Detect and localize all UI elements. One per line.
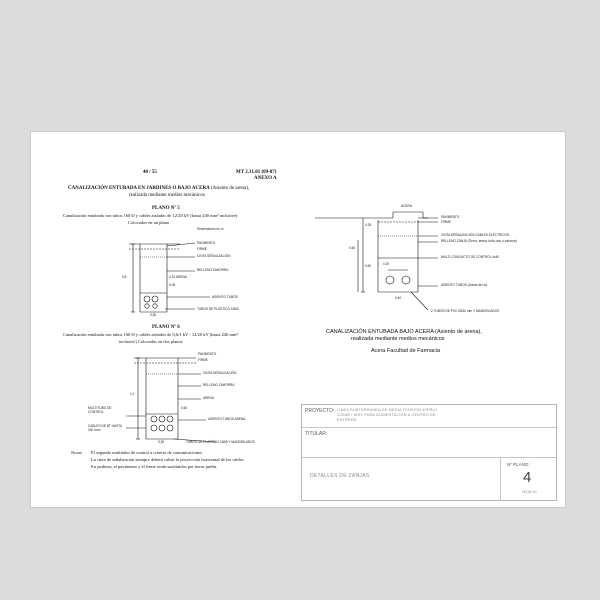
title-block-divider [302,457,556,458]
proyecto-label: PROYECTO: [305,408,335,414]
right-caption-title: CANALIZACIÓN ENTUBADA BAJO ACERA (Asiento de arena), [326,329,482,335]
title-block-divider [500,457,501,500]
plano5-label-tubos: TUBOS DE PLÁSTICO 160Ø [197,307,239,311]
plano6-label-arena: ARENA [203,396,214,400]
right-label-multiconducto: MULTI-CONDUCTO DE CONTROL 4x40 [441,255,500,259]
section-title-suffix: (Asiento de arena), [210,186,250,191]
plano5-drawing [105,227,255,317]
hoja-label: HOJA 1/1 [522,490,537,494]
plano5-dim-depth: 0,8 [122,275,127,279]
right-dim-2: 0.60 [349,246,356,250]
right-trench-section [313,204,563,320]
right-dim-3: 0.60 [365,264,372,268]
plano5-dim-width: 0,35 [150,313,157,317]
section-title [68,186,249,191]
plano5-description: Canalización entubada con tubos 160 Ø y cables aislados de 12/20 kV (hasta 240 mm² inclusive) [63,213,238,218]
plano6-dim-depth: 1,0 [130,392,135,396]
title-block [301,404,557,501]
notes-label: Notas: [71,450,83,455]
plano-number: 4 [523,469,532,486]
section-title-main: CANALIZACIÓN ENTUBADA EN JARDINES O BAJO ACERA [68,186,210,191]
plano5-label-asiento: ASIENTO TUBOS [212,295,238,299]
plano6-label-tubos: TUBOS DE PLÁSTICO 160Ø Y MANDRILADOS [186,440,255,444]
drawing-sheet [30,131,566,508]
right-dim-1: 0.25 [365,223,372,227]
plano5-label-arena: 0,10 ARENA [169,275,187,279]
right-caption-location: Acera Facultad de Farmacia [371,348,441,354]
plano5-label-relleno: RELLENO ZAHORRA [197,268,229,272]
plano5-label-firme: FIRME [197,247,207,251]
page-number: 40 / 55 [143,170,157,175]
document-code: MT 2.31.01 (09-07) [236,170,277,175]
plano5-label-006: 0,06 [169,283,176,287]
plano6-heading: PLANO Nº 6 [152,325,180,330]
titular-label: TITULAR: [305,431,328,437]
right-dim-4: 0.40 [395,296,402,300]
section-subtitle: realizada mediante medios mecánicos [129,193,205,198]
plano6-label-multitubo: MULTITUBO DE CONTROL [88,406,112,414]
plano6-trench-diagram [86,344,266,444]
plano6-label-asiento: ASIENTO TUBOS ARENA [208,417,246,421]
plano6-dim-width: 0,35 [158,440,165,444]
right-label-cinta: CINTA SEÑALIZACIÓN CABLES ELÉCTRICOS [441,233,510,237]
plano5-heading: PLANO Nº 5 [152,206,180,211]
notes-line-1: El segundo multitubo de control a criterio de comunicaciones. [91,450,203,455]
proyecto-value: LÍNEA SUBTERRÁNEA DE MEDIA TENSIÓN 40PRU1 SJZAÑ / WHY PARA ALIMENTACIÓN A CENTRO DE ENTREGA [337,408,438,422]
plano5-dims-note: Dimensiones en m [197,227,224,231]
right-label-pavimento: PAVIMENTO [441,215,460,219]
plano6-label-relleno: RELLENO ZAHORRA [203,383,235,387]
right-label-firme: FIRME [441,220,451,224]
plano6-description-2: inclusive) Colocados en dos planos [119,339,183,344]
plano5-trench-diagram [105,227,255,317]
plano5-label-cinta: CINTA SEÑALIZACIÓN [197,254,231,258]
plano6-label-firme: FIRME [198,358,208,362]
plano6-description: Canalización entubada con tubos 160 Ø y cables aislados de 0,6/1 kV - 12/20 kV (hasta 240 mm² [63,332,238,337]
right-section-drawing [313,210,563,320]
plano5-description-2: Colocados en un plano [128,220,170,225]
plano5-label-pavimento: PAVIMENTO [197,241,216,245]
right-caption-subtitle: realizada mediante medios mecánicos [351,336,445,342]
notes-line-2: La cinta de señalización siempre deberá cubrir la proyección horizontal de los cables [91,457,244,462]
plano6-label-pavimento: PAVIMENTO [198,352,217,356]
notes-line-3: En jardines, el pavimento y el firme serán sustituidos por tierra jardín. [91,464,218,469]
plano6-label-cinta: CINTA SEÑALIZACIÓN [203,371,237,375]
right-label-asiento: ASIENTO TUBOS (Arena de río) [441,283,488,287]
right-label-relleno: RELLENO ZANJA (Tierra, arena, todo-uno o zahorra) [441,239,517,243]
title-block-divider [302,427,556,428]
plano6-label-cables: CABLES DE BT HASTA 240 mm² [88,424,122,432]
right-label-acera: ACERA [401,204,412,208]
plano-number-label: Nº PLANO: [507,462,530,467]
right-label-tubos: 2 TUBOS DE PVC Ø160 mm Y MANDRILADOS [431,309,500,313]
detalles-label: DETALLES DE ZANJAS [310,473,370,479]
annex-label: ANEXO A [254,176,277,181]
plano6-dim-fill: 0,60 [181,406,188,410]
right-dim-5: 0.20 [383,262,390,266]
